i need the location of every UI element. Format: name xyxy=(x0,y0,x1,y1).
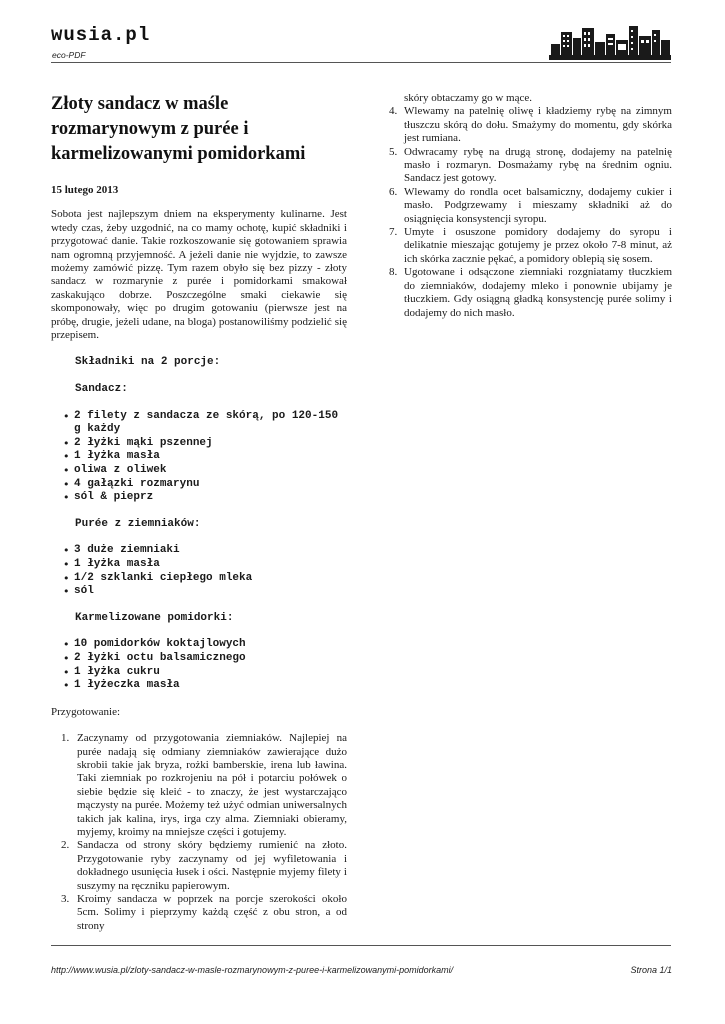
footer-source-url[interactable]: http://www.wusia.pl/zloty-sandacz-w-masle-rozmarynowym-z-puree-i-karmelizowanymi-pomidorkami/ xyxy=(51,965,454,975)
ingredient-group-title: Karmelizowane pomidorki: xyxy=(75,611,234,624)
header-divider xyxy=(51,62,671,63)
step-text: Zaczynamy od przygotowania ziemniaków. Najlepiej na purée nadają się odmiany ziemniaków zawierające dużo skrobii takie jak bryza, rożki bamberskie, irena lub ławina. Taki ziemniak po rozkrojeniu na pół i potarciu połówek o siebie będzie się kleić - to znaczy, że jest wystarczająco mączysty na purée. Możemy też użyć odmian uniwersalnych takich jak kalina, irys, irga czy alma. Ziemniaki obieramy, myjemy, kroimy na mniejsze części i gotujemy. xyxy=(77,732,347,838)
step-item xyxy=(385,146,672,186)
preparation-label: Przygotowanie: xyxy=(51,705,121,718)
step-item xyxy=(385,105,672,145)
step-text: Wlewamy na patelnię oliwę i kładziemy rybę na zimnym tłuszczu skórą do dołu. Smażymy do momentu, gdy skórka jest rumiana. xyxy=(404,105,672,145)
ingredient-item: • 1 łyżka cukru xyxy=(65,666,347,680)
footer-divider xyxy=(51,945,671,946)
ingredient-item: • 10 pomidorków koktajlowych xyxy=(65,638,347,652)
ingredient-item: • 1 łyżka masła xyxy=(65,558,347,572)
step-text: Odwracamy rybę na drugą stronę, dodajemy na patelnię masło i rozmaryn. Dosmażamy rybę na średnim ogniu. Sandacz jest gotowy. xyxy=(404,145,672,185)
ingredient-item: • 1 łyżeczka masła xyxy=(65,679,347,693)
ingredient-list-tomatoes xyxy=(51,638,347,692)
ingredients-heading: Składniki na 2 porcje: xyxy=(75,356,221,369)
ingredient-list-puree xyxy=(51,544,347,598)
ingredient-item: • 1/2 szklanki ciepłego mleka xyxy=(65,572,347,586)
ingredient-item: • 2 łyżki mąki pszennej xyxy=(65,437,347,451)
ingredient-item: • oliwa z oliwek xyxy=(65,464,347,478)
ingredient-item: • sól xyxy=(65,585,347,599)
city-skyline-icon xyxy=(549,24,671,60)
footer-page-number: Strona 1/1 xyxy=(630,965,672,975)
ingredient-item: • 4 gałązki rozmarynu xyxy=(65,478,347,492)
step-item xyxy=(51,839,347,893)
step-text: Sandacza od strony skóry będziemy rumienić na złoto. Przygotowanie ryby zaczynamy od jej wyfiletowania i dokładnego usunięcia łusek i ości. Następnie myjemy filety i suszymy na ręczniku papierowym. xyxy=(77,839,347,892)
left-column xyxy=(51,92,347,933)
site-logo[interactable]: wusia.pl xyxy=(51,24,151,46)
step-text: Umyte i osuszone pomidory dodajemy do syropu i delikatnie mieszając gotujemy je przez około 7-8 minut, aż ich skórka zacznie pękać, a pomidory oblepią się sosem. xyxy=(404,226,672,265)
step-continuation: skóry obtaczamy go w mące. xyxy=(404,92,532,104)
ingredient-item: • 2 łyżki octu balsamicznego xyxy=(65,652,347,666)
step-number: 2. xyxy=(61,839,70,852)
step-text: Wlewamy do rondla ocet balsamiczny, dodajemy cukier i masło. Podgrzewamy i mieszamy składniki aż do osiągnięcia konsystencji syropu. xyxy=(404,185,672,225)
page-header xyxy=(51,24,671,64)
right-column xyxy=(385,92,672,320)
step-item xyxy=(51,893,347,933)
step-text: Ugotowane i odsączone ziemniaki rozgniatamy tłuczkiem do ziemniaków, dodajemy mleko i ponownie ubijamy je tłuczkiem. Gdy osiągną gładką konsystencję purée solimy i dodajemy do nich masło. xyxy=(404,266,672,319)
ingredient-list-fish xyxy=(51,410,347,505)
article-intro: Sobota jest najlepszym dniem na eksperymenty kulinarne. Jest wtedy czas, żeby uzgodnić, na co mamy ochotę, kupić składniki i przygotować danie. Takie rozkoszowanie się gotowaniem sprawia nam ogromną przyjemność. A jeżeli danie nie wyjdzie, to zawsze możemy zamówić pizzę. Tym razem obyło się bez pizzy - złoty sandacz w rozmarynie z purée i pomidorkami smakował zaskakująco dobrze. Poszczególne smaki ciekawie się skomponowały, więc po drugim gotowaniu (pierwsze jest na próbę, drugie, jeżeli udane, na bloga) postanowiliśmy podzielić się przepisem. xyxy=(51,208,347,342)
step-number: 8. xyxy=(389,266,398,279)
step-number: 5. xyxy=(389,145,398,158)
preparation-steps-left xyxy=(51,732,347,933)
step-item xyxy=(385,226,672,266)
ingredient-item: • 2 filety z sandacza ze skórą, po 120-150 g każdy xyxy=(65,410,347,437)
step-number: 6. xyxy=(389,185,398,198)
step-item xyxy=(51,732,347,839)
step-number: 4. xyxy=(389,105,398,118)
ingredient-item: • sól & pieprz xyxy=(65,491,347,505)
ingredient-item: • 3 duże ziemniaki xyxy=(65,544,347,558)
step-number: 1. xyxy=(61,732,70,745)
eco-pdf-tagline: eco-PDF xyxy=(52,50,86,60)
ingredient-group-title: Purée z ziemniaków: xyxy=(75,517,201,530)
article-date: 15 lutego 2013 xyxy=(51,184,119,196)
step-item xyxy=(385,186,672,226)
ingredient-item: • 1 łyżka masła xyxy=(65,450,347,464)
step-text: Kroimy sandacza w poprzek na porcje szerokości około 5cm. Solimy i pieprzymy każdą część z obu stron, a od strony xyxy=(77,893,347,932)
article-title: Złoty sandacz w maśle rozmarynowym z purée i karmelizowanymi pomidorkami xyxy=(51,94,306,164)
step-item xyxy=(385,266,672,320)
step-number: 3. xyxy=(61,893,70,906)
step-number: 7. xyxy=(389,226,398,239)
preparation-steps-right xyxy=(385,105,672,320)
ingredient-group-title: Sandacz: xyxy=(75,383,128,396)
